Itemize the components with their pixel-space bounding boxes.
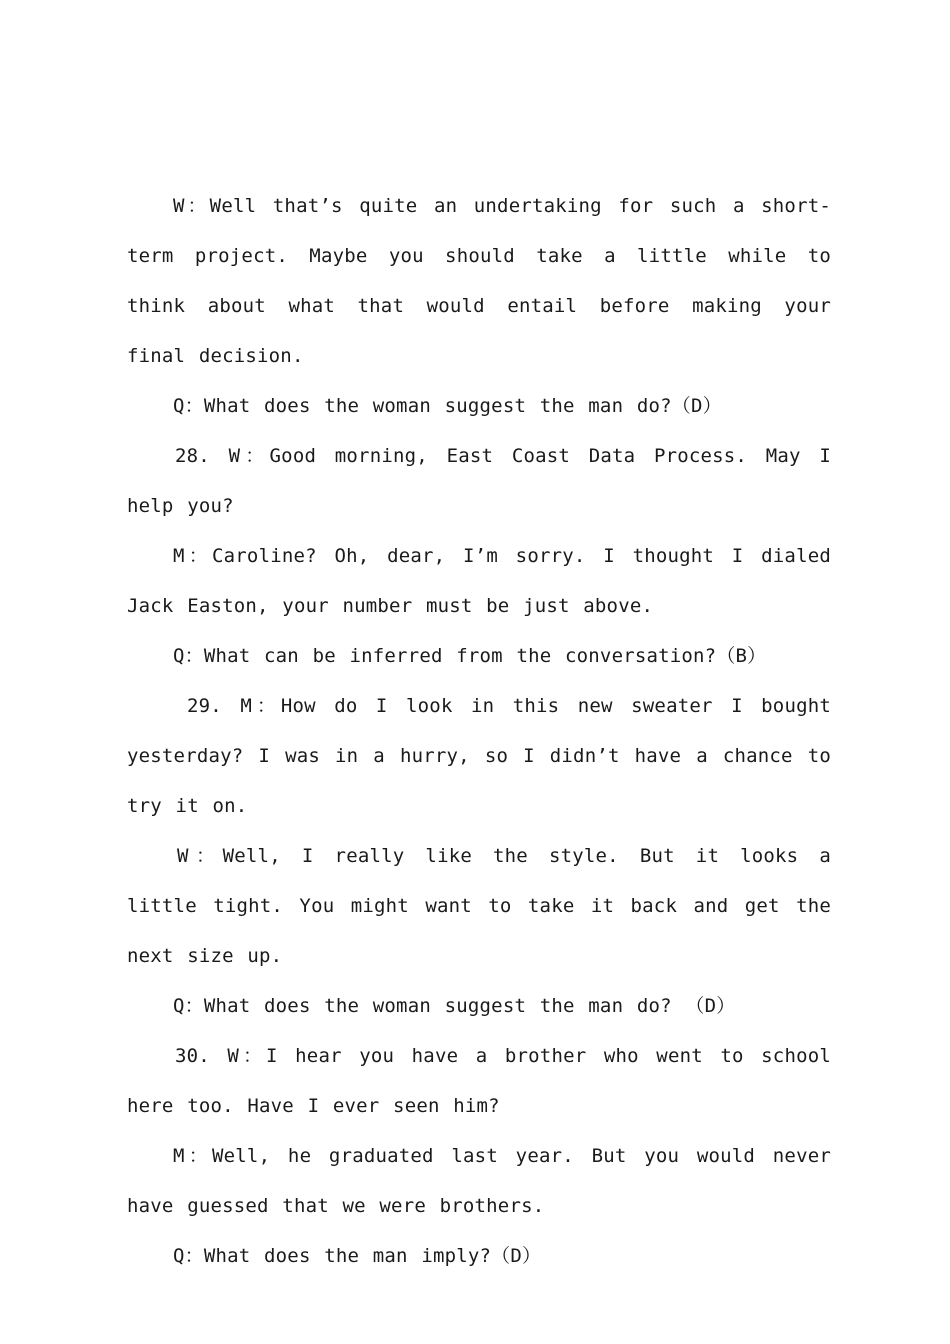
question-line: Q：What does the woman suggest the man do? （D） xyxy=(173,995,736,1017)
dialogue-paragraph: 29. M：How do I look in this new sweater I bought yesterday? I was in a hurry, so I didn’t have a chance to try it on. xyxy=(127,695,831,817)
question-line: Q：What does the man imply?（D） xyxy=(173,1245,542,1267)
dialogue-paragraph: M：Well, he graduated last year. But you would never have guessed that we were brothers. xyxy=(127,1145,831,1217)
document-body xyxy=(127,181,831,1281)
dialogue-paragraph: W：Well, I really like the style. But it looks a little tight. You might want to take it back and get the next size up. xyxy=(127,845,831,967)
question-line: Q：What does the woman suggest the man do?（D） xyxy=(173,395,722,417)
dialogue-paragraph: M：Caroline? Oh, dear, I’m sorry. I thought I dialed Jack Easton, your number must be just above. xyxy=(127,545,831,617)
dialogue-paragraph: 30. W：I hear you have a brother who went to school here too. Have I ever seen him? xyxy=(127,1045,831,1117)
question-line: Q：What can be inferred from the conversation?（B） xyxy=(173,645,767,667)
dialogue-paragraph: 28. W：Good morning, East Coast Data Process. May I help you? xyxy=(127,445,831,517)
dialogue-paragraph: W：Well that’s quite an undertaking for such a short-term project. Maybe you should take a little while to think about what that would entail before making your final decision. xyxy=(127,195,831,367)
